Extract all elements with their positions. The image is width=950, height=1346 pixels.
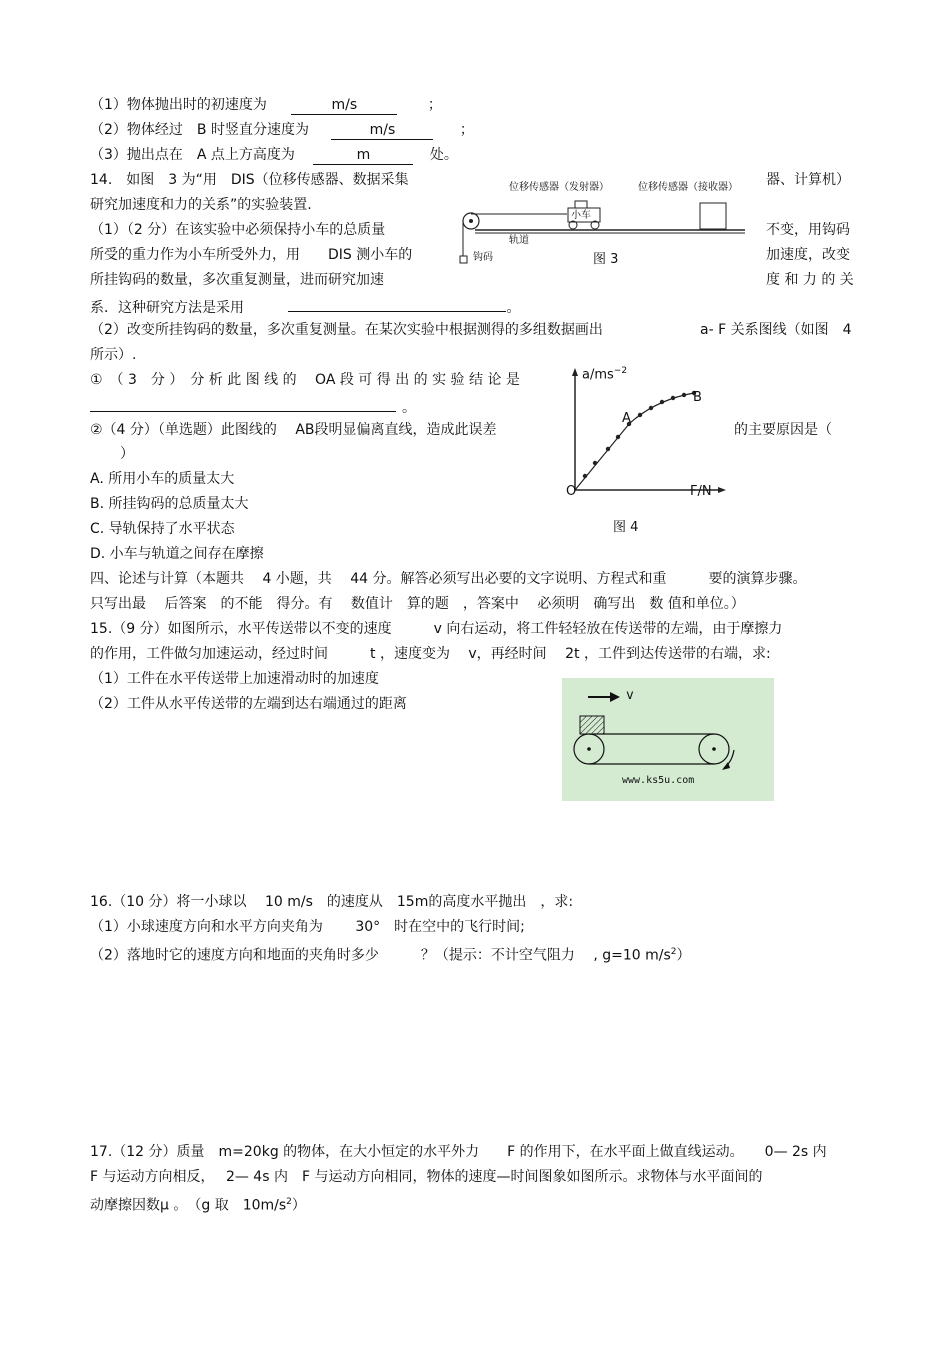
q14-line-10: 。 (90, 396, 416, 417)
origin-label: O (566, 484, 577, 499)
data-curve (575, 393, 694, 490)
q13-line-2: （2）物体经过 B 时竖直分速度为 m/s ； (90, 122, 474, 138)
y-axis-label: $a/ms^{-2}$ (582, 366, 628, 383)
weight-block-icon (460, 256, 467, 263)
answer-blank-method[interactable] (288, 296, 506, 312)
cart-label: 小车 (571, 210, 591, 221)
q14-line-8: 所示）. (90, 347, 137, 363)
track-label: 轨道 (509, 235, 529, 246)
option-d: D. 小车与轨道之间存在摩擦 (90, 546, 264, 562)
q17-line-3: 动摩擦因数μ 。 （g 取 $10m/s^2$） (90, 1197, 306, 1214)
figure-3-apparatus (455, 174, 755, 266)
weight-label: 钩码 (473, 252, 493, 263)
figure-3-caption: 图 3 (593, 252, 619, 267)
q14-line-1: 14. 如图 3 为“用 DIS（位移传感器、数据采集 (90, 172, 409, 188)
q17-line-1: 17.（12 分）质量 m=20kg 的物体，在大小恒定的水平外力 F 的作用下，在水平面上做直线运动。 0— 2s 内 (90, 1144, 827, 1160)
q14-line-9: ① （ 3 分 ） 分 析 此 图 线 的 OA 段 可 得 出 的 实 验 结 论 是 (90, 372, 520, 388)
workpiece-icon (580, 716, 604, 734)
q14-line-11-right: 的主要原因是（ (734, 422, 832, 438)
velocity-label: v (626, 688, 634, 703)
q13-line-3: （3）抛出点在 A 点上方高度为 m 处。 (90, 147, 458, 163)
conveyor-figure (562, 678, 774, 801)
q14-line-5: 所挂钩码的数量，多次重复测量，进而研究加速 (90, 272, 384, 288)
point-b-label: B (693, 390, 702, 405)
q15-line-3: （1）工件在水平传送带上加速滑动时的加速度 (90, 671, 379, 687)
q16-line-2: （1）小球速度方向和水平方向夹角为 30° 时在空中的飞行时间; (90, 919, 525, 935)
answer-blank-vertical-velocity[interactable]: m/s (331, 121, 433, 140)
data-points (583, 391, 696, 478)
figure-4-graph (560, 360, 730, 540)
watermark-text: www.ks5u.com (622, 775, 695, 786)
answer-blank-velocity[interactable]: m/s (291, 96, 397, 115)
answer-blank-height[interactable]: m (313, 146, 413, 165)
q16-line-3: （2）落地时它的速度方向和地面的夹角时多少 ？（提示：不计空气阻力 , g=10 $m/s^2$） (90, 947, 691, 964)
q14-line-4-right: 加速度，改变 (766, 247, 850, 263)
q15-line-4: （2）工件从水平传送带的左端到达右端通过的距离 (90, 696, 407, 712)
point-a-label: A (622, 411, 631, 426)
q14-line-2: 研究加速度和力的关系”的实验装置. (90, 197, 312, 213)
q14-line-12: ） (120, 446, 134, 462)
q14-line-5-right: 度 和 力 的 关 (766, 272, 854, 288)
option-a: A. 所用小车的质量太大 (90, 471, 235, 487)
option-b: B. 所挂钩码的总质量太大 (90, 496, 249, 512)
section-4-line-1: 四、论述与计算（本题共 4 小题，共 44 分。解答必须写出必要的文字说明、方程式和重 要的演算步骤。 (90, 571, 807, 587)
q14-line-7-right: a- F 关系图线（如图 4 (700, 322, 852, 338)
q13-line-1: （1）物体抛出时的初速度为 m/s ； (90, 97, 442, 113)
receiver-icon (700, 203, 726, 229)
q14-line-4: 所受的重力作为小车所受外力，用 DIS 测小车的 (90, 247, 413, 263)
sensor-transmitter-label: 位移传感器（发射器） (509, 182, 609, 193)
answer-blank-conclusion[interactable] (90, 396, 396, 412)
option-c: C. 导轨保持了水平状态 (90, 521, 235, 537)
y-axis-arrow-icon (572, 368, 578, 376)
q15-line-1: 15.（9 分）如图所示，水平传送带以不变的速度 v 向右运动，将工件轻轻放在传送带的左端，由于摩擦力 (90, 621, 783, 637)
q14-line-1-right: 器、计算机） (766, 172, 850, 188)
section-4-line-2: 只写出最 后答案 的不能 得分。有 数值计 算的题 ，答案中 必须明 确写出 数 值和单位。） (90, 596, 745, 612)
q16-line-1: 16.（10 分）将一小球以 10 m/s 的速度从 15m的高度水平抛出 ，求: (90, 894, 574, 910)
figure-4-caption: 图 4 (613, 520, 639, 535)
sensor-receiver-label: 位移传感器（接收器） (638, 182, 738, 193)
q14-line-6: 系．这种研究方法是采用 。 (90, 296, 520, 317)
q14-line-3-right: 不变，用钩码 (766, 222, 850, 238)
q14-line-3: （1）（2 分）在该实验中必须保持小车的总质量 (90, 222, 386, 238)
x-axis-label: F/N (690, 484, 712, 499)
q14-line-11: ②（4 分）（单选题）此图线的 AB段明显偏离直线，造成此误差 (90, 422, 497, 438)
q14-line-7: （2）改变所挂钩码的数量，多次重复测量。在某次实验中根据测得的多组数据画出 (90, 322, 603, 338)
q17-line-2: F 与运动方向相反， 2— 4s 内 F 与运动方向相同，物体的速度—时间图象如图所示。求物体与水平面间的 (90, 1169, 763, 1185)
q15-line-2: 的作用，工件做匀加速运动，经过时间 t ，速度变为 v，再经时间 2t ，工件到达传送带的右端，求: (90, 646, 771, 662)
x-axis-arrow-icon (718, 487, 726, 493)
